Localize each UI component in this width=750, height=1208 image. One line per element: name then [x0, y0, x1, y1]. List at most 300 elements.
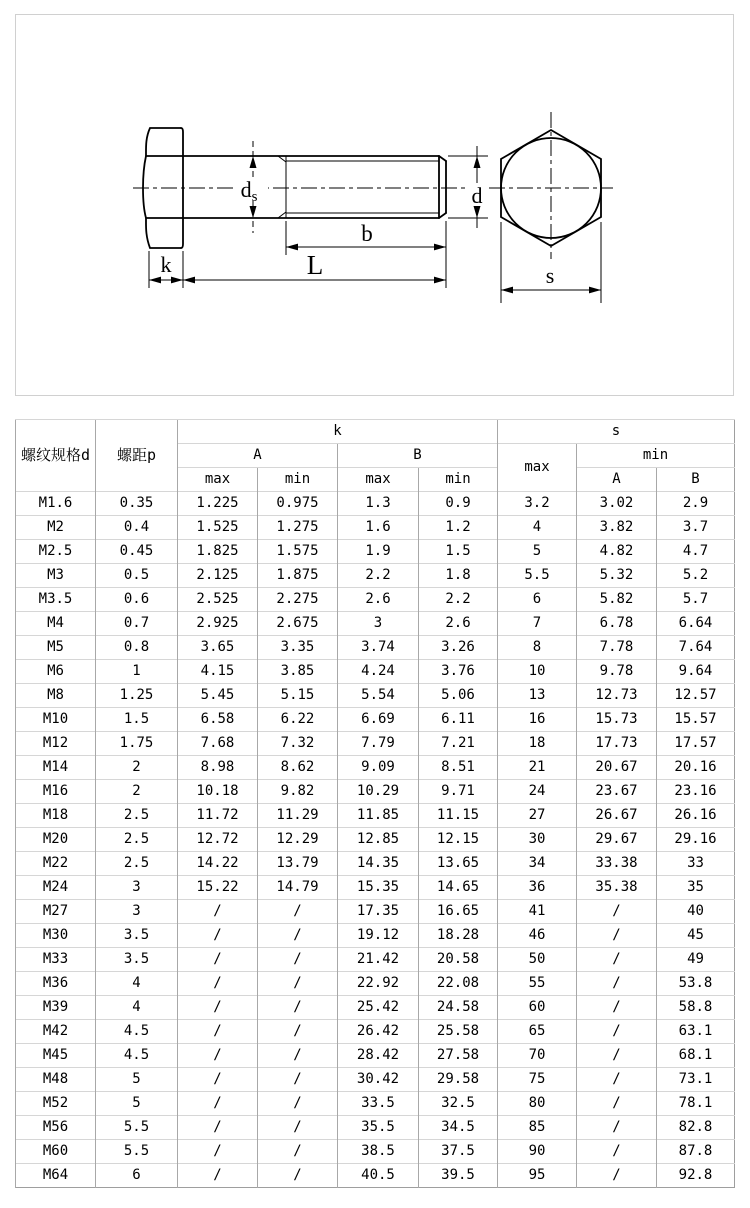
spec-cell: 36 — [498, 876, 577, 900]
spec-cell: 7.32 — [258, 732, 338, 756]
spec-cell: M8 — [16, 684, 96, 708]
spec-row — [16, 564, 735, 588]
spec-cell: 2.275 — [258, 588, 338, 612]
spec-cell: 9.09 — [338, 756, 419, 780]
spec-cell: 2.6 — [419, 612, 498, 636]
label-b: b — [361, 221, 373, 246]
spec-cell: 87.8 — [657, 1140, 735, 1164]
label-d: d — [471, 183, 483, 208]
spec-cell: 40 — [657, 900, 735, 924]
spec-cell: 4.7 — [657, 540, 735, 564]
spec-cell: 90 — [498, 1140, 577, 1164]
spec-row — [16, 804, 735, 828]
spec-cell: / — [577, 1092, 657, 1116]
spec-cell: / — [258, 1164, 338, 1188]
spec-cell: 1.9 — [338, 540, 419, 564]
spec-row — [16, 732, 735, 756]
header-s-group: s — [498, 420, 735, 444]
spec-cell: 73.1 — [657, 1068, 735, 1092]
spec-cell: 20.58 — [419, 948, 498, 972]
spec-cell: 0.4 — [96, 516, 178, 540]
spec-row — [16, 708, 735, 732]
spec-cell: 50 — [498, 948, 577, 972]
spec-cell: 2.925 — [178, 612, 258, 636]
spec-cell: M1.6 — [16, 492, 96, 516]
spec-cell: 5.5 — [96, 1140, 178, 1164]
spec-cell: 23.16 — [657, 780, 735, 804]
spec-cell: 18.28 — [419, 924, 498, 948]
spec-cell: 4.24 — [338, 660, 419, 684]
spec-cell: 3.85 — [258, 660, 338, 684]
spec-cell: 1.2 — [419, 516, 498, 540]
spec-cell: 4.5 — [96, 1044, 178, 1068]
spec-cell: M10 — [16, 708, 96, 732]
dimension-k — [149, 251, 183, 288]
spec-cell: 2.2 — [419, 588, 498, 612]
spec-cell: 45 — [657, 924, 735, 948]
header-thread-spec: 螺纹规格d — [16, 420, 96, 492]
spec-cell: 1 — [96, 660, 178, 684]
spec-cell: / — [178, 972, 258, 996]
spec-cell: 35.38 — [577, 876, 657, 900]
spec-cell: 24.58 — [419, 996, 498, 1020]
spec-cell: 37.5 — [419, 1140, 498, 1164]
spec-row — [16, 1068, 735, 1092]
header-s-max: max — [498, 444, 577, 492]
spec-cell: M52 — [16, 1092, 96, 1116]
header-k-B: B — [338, 444, 498, 468]
spec-cell: M36 — [16, 972, 96, 996]
spec-row — [16, 1020, 735, 1044]
spec-cell: 3.7 — [657, 516, 735, 540]
spec-cell: M45 — [16, 1044, 96, 1068]
spec-cell: 2.5 — [96, 852, 178, 876]
label-ds: ds — [240, 177, 258, 205]
spec-cell: 85 — [498, 1116, 577, 1140]
spec-cell: 1.575 — [258, 540, 338, 564]
spec-cell: 27 — [498, 804, 577, 828]
spec-cell: 13.65 — [419, 852, 498, 876]
spec-cell: 4 — [96, 996, 178, 1020]
spec-cell: 1.6 — [338, 516, 419, 540]
spec-cell: 9.82 — [258, 780, 338, 804]
spec-cell: 11.15 — [419, 804, 498, 828]
spec-cell: M3 — [16, 564, 96, 588]
spec-cell: 2.125 — [178, 564, 258, 588]
spec-cell: M64 — [16, 1164, 96, 1188]
spec-cell: 18 — [498, 732, 577, 756]
spec-cell: 35.5 — [338, 1116, 419, 1140]
spec-cell: 2.5 — [96, 828, 178, 852]
spec-cell: 15.35 — [338, 876, 419, 900]
spec-cell: 2.675 — [258, 612, 338, 636]
spec-cell: 2.6 — [338, 588, 419, 612]
spec-cell: / — [577, 1020, 657, 1044]
spec-cell: 0.7 — [96, 612, 178, 636]
spec-cell: 5.5 — [96, 1116, 178, 1140]
spec-cell: 40.5 — [338, 1164, 419, 1188]
spec-row — [16, 588, 735, 612]
spec-cell: 5.2 — [657, 564, 735, 588]
spec-cell: / — [577, 924, 657, 948]
spec-cell: 2.5 — [96, 804, 178, 828]
spec-cell: 8.98 — [178, 756, 258, 780]
spec-cell: 1.5 — [96, 708, 178, 732]
spec-cell: 1.25 — [96, 684, 178, 708]
spec-cell: 34 — [498, 852, 577, 876]
spec-cell: 46 — [498, 924, 577, 948]
spec-row — [16, 1164, 735, 1188]
spec-cell: 80 — [498, 1092, 577, 1116]
spec-cell: 10.18 — [178, 780, 258, 804]
spec-cell: 0.35 — [96, 492, 178, 516]
spec-cell: 13 — [498, 684, 577, 708]
spec-cell: 12.72 — [178, 828, 258, 852]
spec-cell: 26.42 — [338, 1020, 419, 1044]
spec-cell: / — [577, 1140, 657, 1164]
spec-cell: 25.42 — [338, 996, 419, 1020]
spec-cell: 53.8 — [657, 972, 735, 996]
spec-row — [16, 852, 735, 876]
spec-cell: 19.12 — [338, 924, 419, 948]
spec-cell: 92.8 — [657, 1164, 735, 1188]
spec-row — [16, 516, 735, 540]
spec-cell: M6 — [16, 660, 96, 684]
spec-cell: M33 — [16, 948, 96, 972]
bolt-drawing-panel — [15, 14, 734, 396]
spec-cell: 12.73 — [577, 684, 657, 708]
label-s: s — [545, 263, 555, 288]
spec-row — [16, 612, 735, 636]
spec-cell: 30.42 — [338, 1068, 419, 1092]
spec-cell: 8.62 — [258, 756, 338, 780]
spec-cell: 1.225 — [178, 492, 258, 516]
spec-cell: 39.5 — [419, 1164, 498, 1188]
spec-cell: 14.79 — [258, 876, 338, 900]
spec-cell: 30 — [498, 828, 577, 852]
bolt-spec-table — [15, 419, 735, 1188]
header-k-group: k — [178, 420, 498, 444]
spec-cell: / — [577, 972, 657, 996]
spec-row — [16, 780, 735, 804]
header-pitch: 螺距p — [96, 420, 178, 492]
spec-cell: 75 — [498, 1068, 577, 1092]
header-kB-max: max — [338, 468, 419, 492]
spec-cell: 7.68 — [178, 732, 258, 756]
spec-cell: M3.5 — [16, 588, 96, 612]
spec-cell: 1.75 — [96, 732, 178, 756]
spec-cell: 11.29 — [258, 804, 338, 828]
spec-cell: 0.6 — [96, 588, 178, 612]
spec-cell: 55 — [498, 972, 577, 996]
header-kA-min: min — [258, 468, 338, 492]
spec-cell: 58.8 — [657, 996, 735, 1020]
spec-cell: 78.1 — [657, 1092, 735, 1116]
spec-row — [16, 492, 735, 516]
spec-cell: 5.15 — [258, 684, 338, 708]
spec-row — [16, 972, 735, 996]
spec-cell: 8.51 — [419, 756, 498, 780]
spec-cell: 33 — [657, 852, 735, 876]
spec-cell: 21 — [498, 756, 577, 780]
spec-cell: 49 — [657, 948, 735, 972]
spec-cell: / — [258, 948, 338, 972]
spec-cell: 2 — [96, 780, 178, 804]
spec-cell: 26.16 — [657, 804, 735, 828]
spec-cell: 5.7 — [657, 588, 735, 612]
spec-cell: M42 — [16, 1020, 96, 1044]
spec-cell: / — [178, 1164, 258, 1188]
spec-cell: 11.72 — [178, 804, 258, 828]
spec-cell: 13.79 — [258, 852, 338, 876]
spec-cell: 3.26 — [419, 636, 498, 660]
spec-row — [16, 684, 735, 708]
spec-cell: 7.21 — [419, 732, 498, 756]
spec-cell: 38.5 — [338, 1140, 419, 1164]
spec-row — [16, 900, 735, 924]
spec-cell: 20.67 — [577, 756, 657, 780]
spec-row — [16, 636, 735, 660]
spec-cell: / — [258, 996, 338, 1020]
spec-cell: 3 — [338, 612, 419, 636]
spec-cell: 9.64 — [657, 660, 735, 684]
spec-cell: 29.16 — [657, 828, 735, 852]
spec-cell: 12.29 — [258, 828, 338, 852]
spec-cell: 5 — [96, 1068, 178, 1092]
spec-cell: 26.67 — [577, 804, 657, 828]
spec-cell: / — [178, 948, 258, 972]
spec-cell: 3.5 — [96, 948, 178, 972]
spec-cell: M22 — [16, 852, 96, 876]
spec-row — [16, 1092, 735, 1116]
spec-cell: M60 — [16, 1140, 96, 1164]
spec-cell: 3.2 — [498, 492, 577, 516]
spec-cell: 16 — [498, 708, 577, 732]
spec-cell: 95 — [498, 1164, 577, 1188]
spec-row — [16, 924, 735, 948]
spec-cell: 6.58 — [178, 708, 258, 732]
spec-cell: 15.73 — [577, 708, 657, 732]
spec-cell: 5 — [498, 540, 577, 564]
spec-cell: 4.15 — [178, 660, 258, 684]
spec-cell: / — [258, 972, 338, 996]
spec-cell: / — [178, 924, 258, 948]
spec-cell: 33.38 — [577, 852, 657, 876]
spec-cell: 10.29 — [338, 780, 419, 804]
bolt-shank — [183, 156, 446, 218]
spec-cell: 29.58 — [419, 1068, 498, 1092]
spec-cell: 1.5 — [419, 540, 498, 564]
spec-cell: M2 — [16, 516, 96, 540]
header-sMin-B: B — [657, 468, 735, 492]
spec-row — [16, 948, 735, 972]
spec-cell: 1.3 — [338, 492, 419, 516]
spec-cell: 5.06 — [419, 684, 498, 708]
bolt-diagram — [16, 15, 733, 395]
spec-cell: / — [577, 948, 657, 972]
spec-cell: / — [178, 1068, 258, 1092]
bolt-head-end-view — [489, 112, 613, 259]
spec-cell: 14.22 — [178, 852, 258, 876]
spec-cell: 15.22 — [178, 876, 258, 900]
spec-cell: / — [258, 1068, 338, 1092]
spec-cell: 41 — [498, 900, 577, 924]
spec-cell: 1.275 — [258, 516, 338, 540]
spec-cell: 14.65 — [419, 876, 498, 900]
label-L: L — [306, 250, 324, 280]
spec-cell: 14.35 — [338, 852, 419, 876]
spec-cell: 24 — [498, 780, 577, 804]
spec-cell: 12.57 — [657, 684, 735, 708]
spec-cell: 12.85 — [338, 828, 419, 852]
spec-cell: 27.58 — [419, 1044, 498, 1068]
spec-cell: 32.5 — [419, 1092, 498, 1116]
spec-cell: / — [178, 1044, 258, 1068]
spec-cell: 70 — [498, 1044, 577, 1068]
spec-cell: 6 — [498, 588, 577, 612]
spec-cell: 6.64 — [657, 612, 735, 636]
spec-cell: 3.74 — [338, 636, 419, 660]
spec-cell: 3 — [96, 900, 178, 924]
spec-cell: 25.58 — [419, 1020, 498, 1044]
spec-cell: / — [577, 900, 657, 924]
spec-cell: 7 — [498, 612, 577, 636]
spec-cell: / — [178, 996, 258, 1020]
spec-cell: 2 — [96, 756, 178, 780]
spec-cell: 28.42 — [338, 1044, 419, 1068]
spec-cell: / — [178, 1116, 258, 1140]
spec-cell: 9.78 — [577, 660, 657, 684]
spec-cell: 6.11 — [419, 708, 498, 732]
label-k: k — [160, 252, 172, 277]
spec-cell: 63.1 — [657, 1020, 735, 1044]
spec-cell: 8 — [498, 636, 577, 660]
spec-row — [16, 660, 735, 684]
spec-cell: 0.975 — [258, 492, 338, 516]
spec-cell: / — [178, 1092, 258, 1116]
spec-cell: / — [577, 1044, 657, 1068]
spec-cell: 6 — [96, 1164, 178, 1188]
spec-cell: 15.57 — [657, 708, 735, 732]
spec-cell: / — [577, 1068, 657, 1092]
spec-cell: 3.02 — [577, 492, 657, 516]
dimension-d — [448, 146, 488, 228]
spec-cell: 4 — [96, 972, 178, 996]
spec-cell: M20 — [16, 828, 96, 852]
spec-row — [16, 1044, 735, 1068]
spec-cell: 17.73 — [577, 732, 657, 756]
spec-cell: 1.825 — [178, 540, 258, 564]
spec-cell: / — [258, 1044, 338, 1068]
spec-cell: / — [577, 1116, 657, 1140]
spec-cell: 2.9 — [657, 492, 735, 516]
spec-cell: 2.525 — [178, 588, 258, 612]
spec-row — [16, 876, 735, 900]
spec-cell: 17.35 — [338, 900, 419, 924]
spec-cell: M56 — [16, 1116, 96, 1140]
spec-cell: 11.85 — [338, 804, 419, 828]
spec-cell: 3.76 — [419, 660, 498, 684]
spec-cell: M24 — [16, 876, 96, 900]
spec-cell: 2.2 — [338, 564, 419, 588]
spec-cell: 3 — [96, 876, 178, 900]
spec-row — [16, 1140, 735, 1164]
spec-cell: 82.8 — [657, 1116, 735, 1140]
spec-cell: 21.42 — [338, 948, 419, 972]
header-s-min: min — [577, 444, 735, 468]
spec-cell: 65 — [498, 1020, 577, 1044]
spec-cell: 16.65 — [419, 900, 498, 924]
spec-cell: 34.5 — [419, 1116, 498, 1140]
spec-cell: 5.45 — [178, 684, 258, 708]
spec-row — [16, 1116, 735, 1140]
spec-cell: M4 — [16, 612, 96, 636]
spec-cell: 4.82 — [577, 540, 657, 564]
spec-cell: 68.1 — [657, 1044, 735, 1068]
spec-cell: 35 — [657, 876, 735, 900]
spec-cell: / — [258, 1020, 338, 1044]
spec-row — [16, 996, 735, 1020]
spec-cell: / — [577, 1164, 657, 1188]
spec-row — [16, 828, 735, 852]
spec-cell: 6.69 — [338, 708, 419, 732]
spec-cell: 12.15 — [419, 828, 498, 852]
spec-cell: M12 — [16, 732, 96, 756]
spec-cell: 3.35 — [258, 636, 338, 660]
spec-cell: / — [258, 1092, 338, 1116]
spec-cell: 1.875 — [258, 564, 338, 588]
spec-cell: 3.82 — [577, 516, 657, 540]
spec-cell: 5 — [96, 1092, 178, 1116]
spec-cell: M2.5 — [16, 540, 96, 564]
spec-cell: 5.32 — [577, 564, 657, 588]
spec-cell: / — [258, 900, 338, 924]
spec-cell: 0.9 — [419, 492, 498, 516]
spec-cell: 1.8 — [419, 564, 498, 588]
spec-cell: 20.16 — [657, 756, 735, 780]
spec-cell: M48 — [16, 1068, 96, 1092]
table-header — [16, 420, 735, 492]
spec-row — [16, 540, 735, 564]
spec-cell: 10 — [498, 660, 577, 684]
spec-cell: 5.54 — [338, 684, 419, 708]
spec-cell: 60 — [498, 996, 577, 1020]
dimension-ds — [237, 141, 268, 233]
spec-cell: / — [258, 924, 338, 948]
spec-cell: / — [178, 1020, 258, 1044]
spec-cell: M18 — [16, 804, 96, 828]
spec-cell: 17.57 — [657, 732, 735, 756]
spec-cell: 3.65 — [178, 636, 258, 660]
header-k-A: A — [178, 444, 338, 468]
spec-cell: 5.5 — [498, 564, 577, 588]
spec-cell: 4.5 — [96, 1020, 178, 1044]
spec-cell: M14 — [16, 756, 96, 780]
spec-cell: 6.78 — [577, 612, 657, 636]
spec-cell: 4 — [498, 516, 577, 540]
spec-cell: 22.08 — [419, 972, 498, 996]
spec-cell: 7.64 — [657, 636, 735, 660]
table-body — [16, 492, 735, 1188]
dimension-L — [183, 250, 446, 288]
spec-cell: 6.22 — [258, 708, 338, 732]
spec-cell: 7.79 — [338, 732, 419, 756]
spec-cell: / — [178, 1140, 258, 1164]
spec-cell: M27 — [16, 900, 96, 924]
header-sMin-A: A — [577, 468, 657, 492]
spec-cell: 5.82 — [577, 588, 657, 612]
spec-cell: 0.5 — [96, 564, 178, 588]
